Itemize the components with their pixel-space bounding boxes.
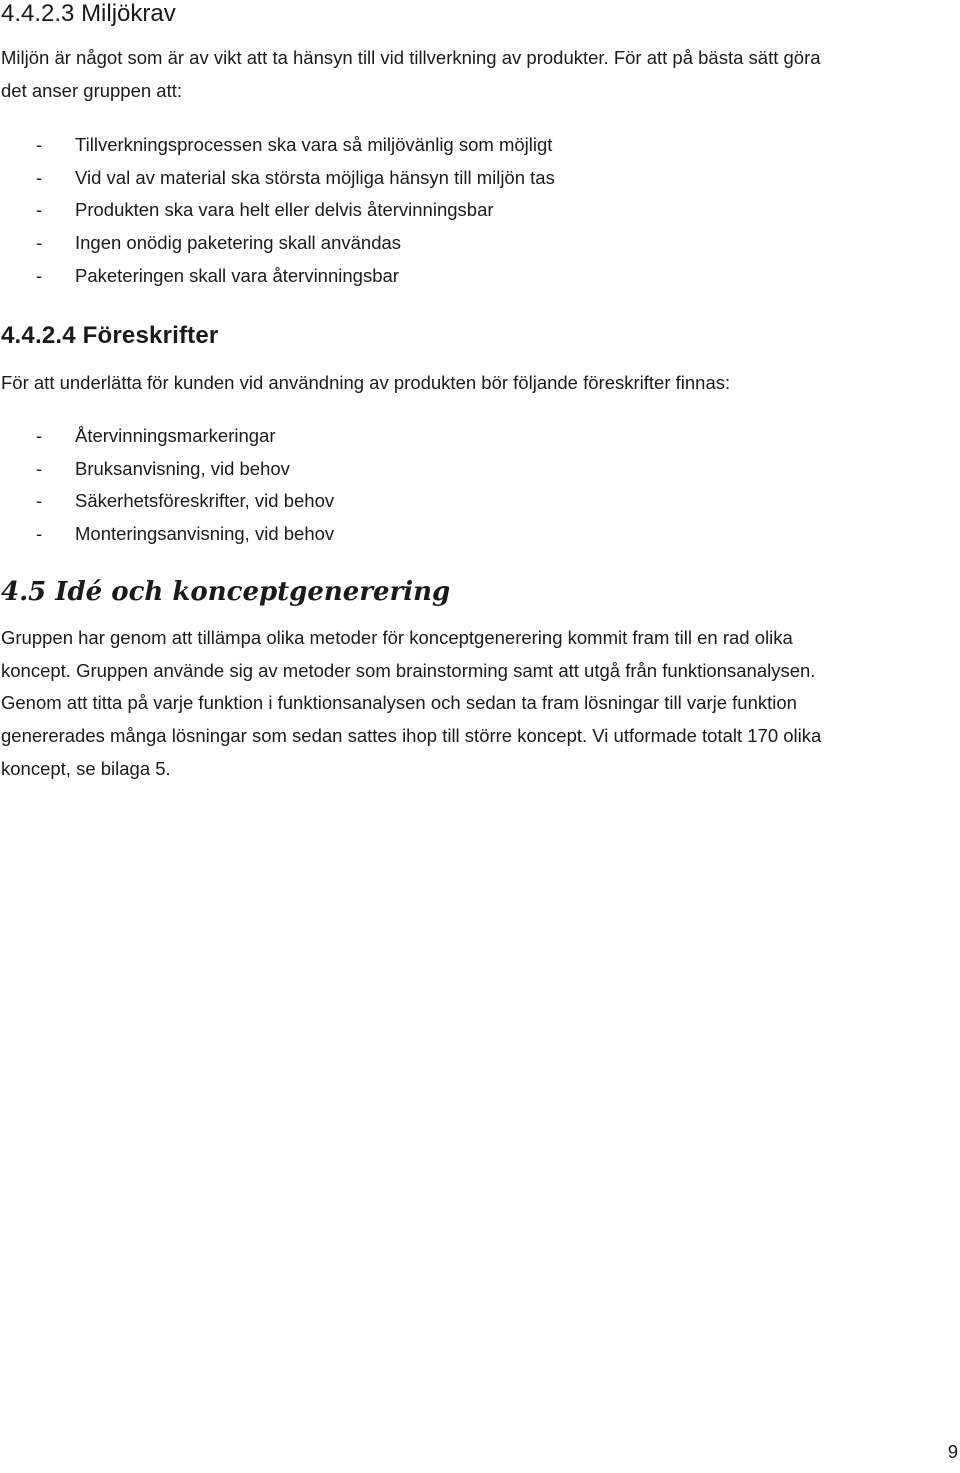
list-item-text: Återvinningsmarkeringar bbox=[75, 425, 276, 446]
list-item-text: Produkten ska vara helt eller delvis återvinningsbar bbox=[75, 199, 494, 221]
foreskrifter-intro-line-1: För att underlätta för kunden vid användning av produkten bör följande föreskrifter finnas: bbox=[1, 372, 731, 393]
body-line-4: genererades många lösningar som sedan sattes ihop till större koncept. Vi utformade totalt 170 olika bbox=[1, 725, 822, 747]
heading-foreskrifter: 4.4.2.4 Föreskrifter bbox=[1, 322, 219, 349]
list-dash: - bbox=[36, 134, 43, 155]
list-item-text: Säkerhetsföreskrifter, vid behov bbox=[75, 490, 335, 512]
list-dash: - bbox=[36, 457, 43, 479]
list-item-text: Tillverkningsprocessen ska vara så miljövänlig som möjligt bbox=[75, 134, 553, 155]
heading-miljokrav: 4.4.2.3 Miljökrav bbox=[1, 0, 176, 27]
list-item-text: Paketeringen skall vara återvinningsbar bbox=[75, 264, 399, 286]
list-item-text: Bruksanvisning, vid behov bbox=[75, 457, 290, 479]
body-line-1: Gruppen har genom att tillämpa olika metoder för konceptgenerering kommit fram till en rad olika bbox=[1, 627, 793, 648]
list-dash: - bbox=[36, 264, 43, 286]
list-item-text: Monteringsanvisning, vid behov bbox=[75, 523, 335, 545]
foreskrifter-intro bbox=[1, 367, 730, 400]
list-item-text: Ingen onödig paketering skall användas bbox=[75, 232, 402, 254]
list-dash: - bbox=[36, 490, 43, 512]
page-number: 9 bbox=[947, 1441, 958, 1462]
list-dash: - bbox=[36, 166, 43, 188]
heading-ide-och-konceptgenerering: 4.5 Idé och konceptgenerering bbox=[1, 577, 451, 607]
body-line-5: koncept, se bilaga 5. bbox=[1, 757, 171, 779]
list-dash: - bbox=[36, 199, 43, 221]
miljokrav-intro bbox=[1, 42, 821, 107]
body-line-2: koncept. Gruppen använde sig av metoder som brainstorming samt att utgå från funktionsanalysen. bbox=[1, 659, 816, 681]
list-item-text: Vid val av material ska största möjliga hänsyn till miljön tas bbox=[75, 166, 555, 188]
miljokrav-intro-line-2: det anser gruppen att: bbox=[1, 79, 183, 101]
list-dash: - bbox=[36, 523, 43, 545]
konceptgenerering-body bbox=[1, 622, 821, 786]
miljokrav-intro-line-1: Miljön är något som är av vikt att ta hänsyn till vid tillverkning av produkter. För att på bästa sätt göra bbox=[1, 47, 821, 68]
list-dash: - bbox=[36, 425, 43, 446]
body-line-3: Genom att titta på varje funktion i funktionsanalysen och sedan ta fram lösningar till varje funktion bbox=[1, 692, 797, 714]
list-dash: - bbox=[36, 232, 43, 254]
